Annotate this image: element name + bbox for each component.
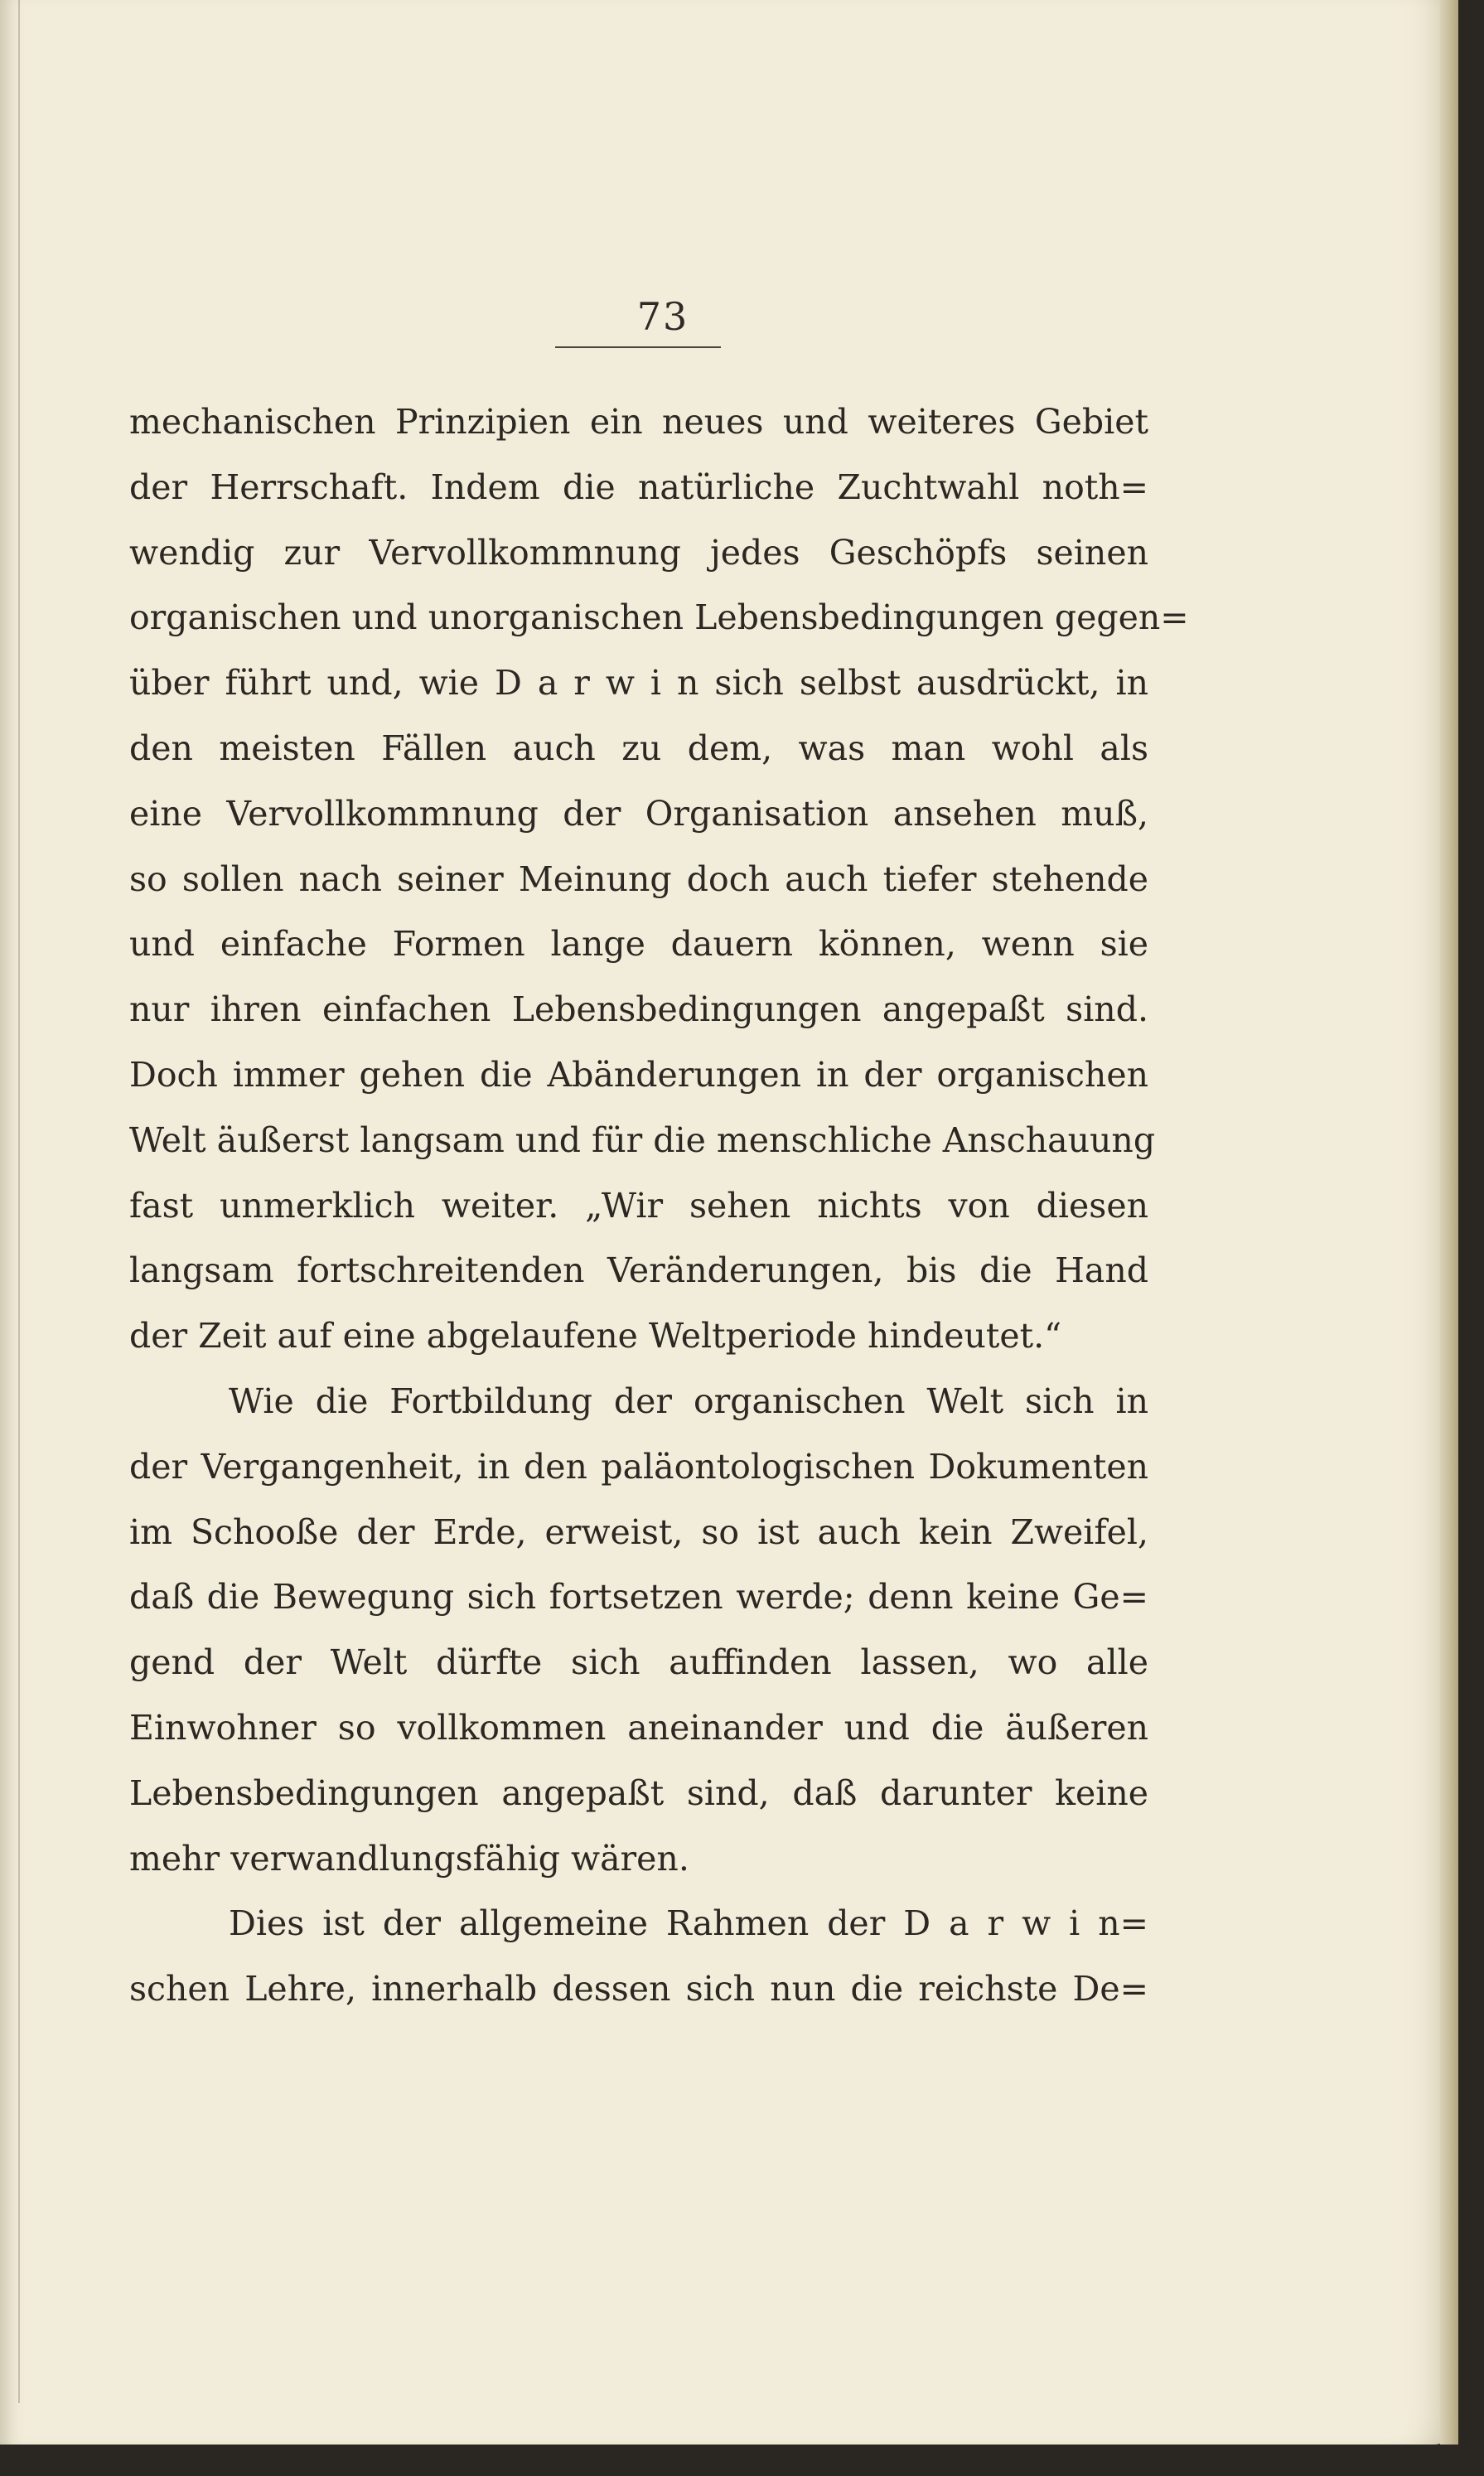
- text-line: und einfache Formen lange dauern können, wenn sie: [129, 924, 1148, 965]
- text-line: Welt äußerst langsam und für die menschliche Anschauung: [129, 1120, 1156, 1160]
- gutter-line: [18, 0, 20, 2403]
- text-line: schen Lehre, innerhalb dessen sich nun die reichste De=: [129, 1969, 1148, 2009]
- text-line: über führt und, wie D a r w i n sich selbst ausdrückt, in: [129, 663, 1148, 704]
- text-line: mehr verwandlungsfähig wären.: [129, 1838, 689, 1879]
- header-rule: [555, 346, 721, 348]
- page-number: 73: [636, 294, 689, 339]
- text-line: im Schooße der Erde, erweist, so ist auch kein Zweifel,: [129, 1511, 1148, 1552]
- text-line: Lebensbedingungen angepaßt sind, daß darunter keine: [129, 1772, 1148, 1813]
- text-line: mechanischen Prinzipien ein neues und weiteres Gebiet: [129, 402, 1148, 442]
- text-line: daß die Bewegung sich fortsetzen werde; denn keine Ge=: [129, 1577, 1148, 1618]
- text-line: der Zeit auf eine abgelaufene Weltperiode hindeutet.“: [129, 1316, 1062, 1356]
- text-line: wendig zur Vervollkommnung jedes Geschöpfs seinen: [129, 532, 1148, 573]
- text-line: der Herrschaft. Indem die natürliche Zuchtwahl noth=: [129, 467, 1148, 507]
- text-line: so sollen nach seiner Meinung doch auch tiefer stehende: [129, 858, 1148, 899]
- text-body: [129, 389, 1189, 2022]
- text-line: fast unmerklich weiter. „Wir sehen nichts von diesen: [129, 1185, 1148, 1226]
- text-line: Dies ist der allgemeine Rahmen der D a r w i n=: [229, 1903, 1148, 1944]
- text-line: gend der Welt dürfte sich auffinden lassen, wo alle: [129, 1642, 1148, 1683]
- text-line: der Vergangenheit, in den paläontologischen Dokumenten: [129, 1446, 1148, 1487]
- page-edge: [1440, 0, 1458, 2445]
- text-line: Doch immer gehen die Abänderungen in der organischen: [129, 1054, 1148, 1095]
- text-line: organischen und unorganischen Lebensbedingungen gegen=: [129, 597, 1189, 638]
- text-line: langsam fortschreitenden Veränderungen, bis die Hand: [129, 1250, 1148, 1291]
- text-line: Einwohner so vollkommen aneinander und die äußeren: [129, 1707, 1148, 1748]
- text-line: eine Vervollkommnung der Organisation ansehen muß,: [129, 793, 1148, 834]
- text-line: Wie die Fortbildung der organischen Welt sich in: [229, 1381, 1148, 1421]
- text-line: den meisten Fällen auch zu dem, was man wohl als: [129, 728, 1148, 768]
- text-line: nur ihren einfachen Lebensbedingungen angepaßt sind.: [129, 989, 1148, 1030]
